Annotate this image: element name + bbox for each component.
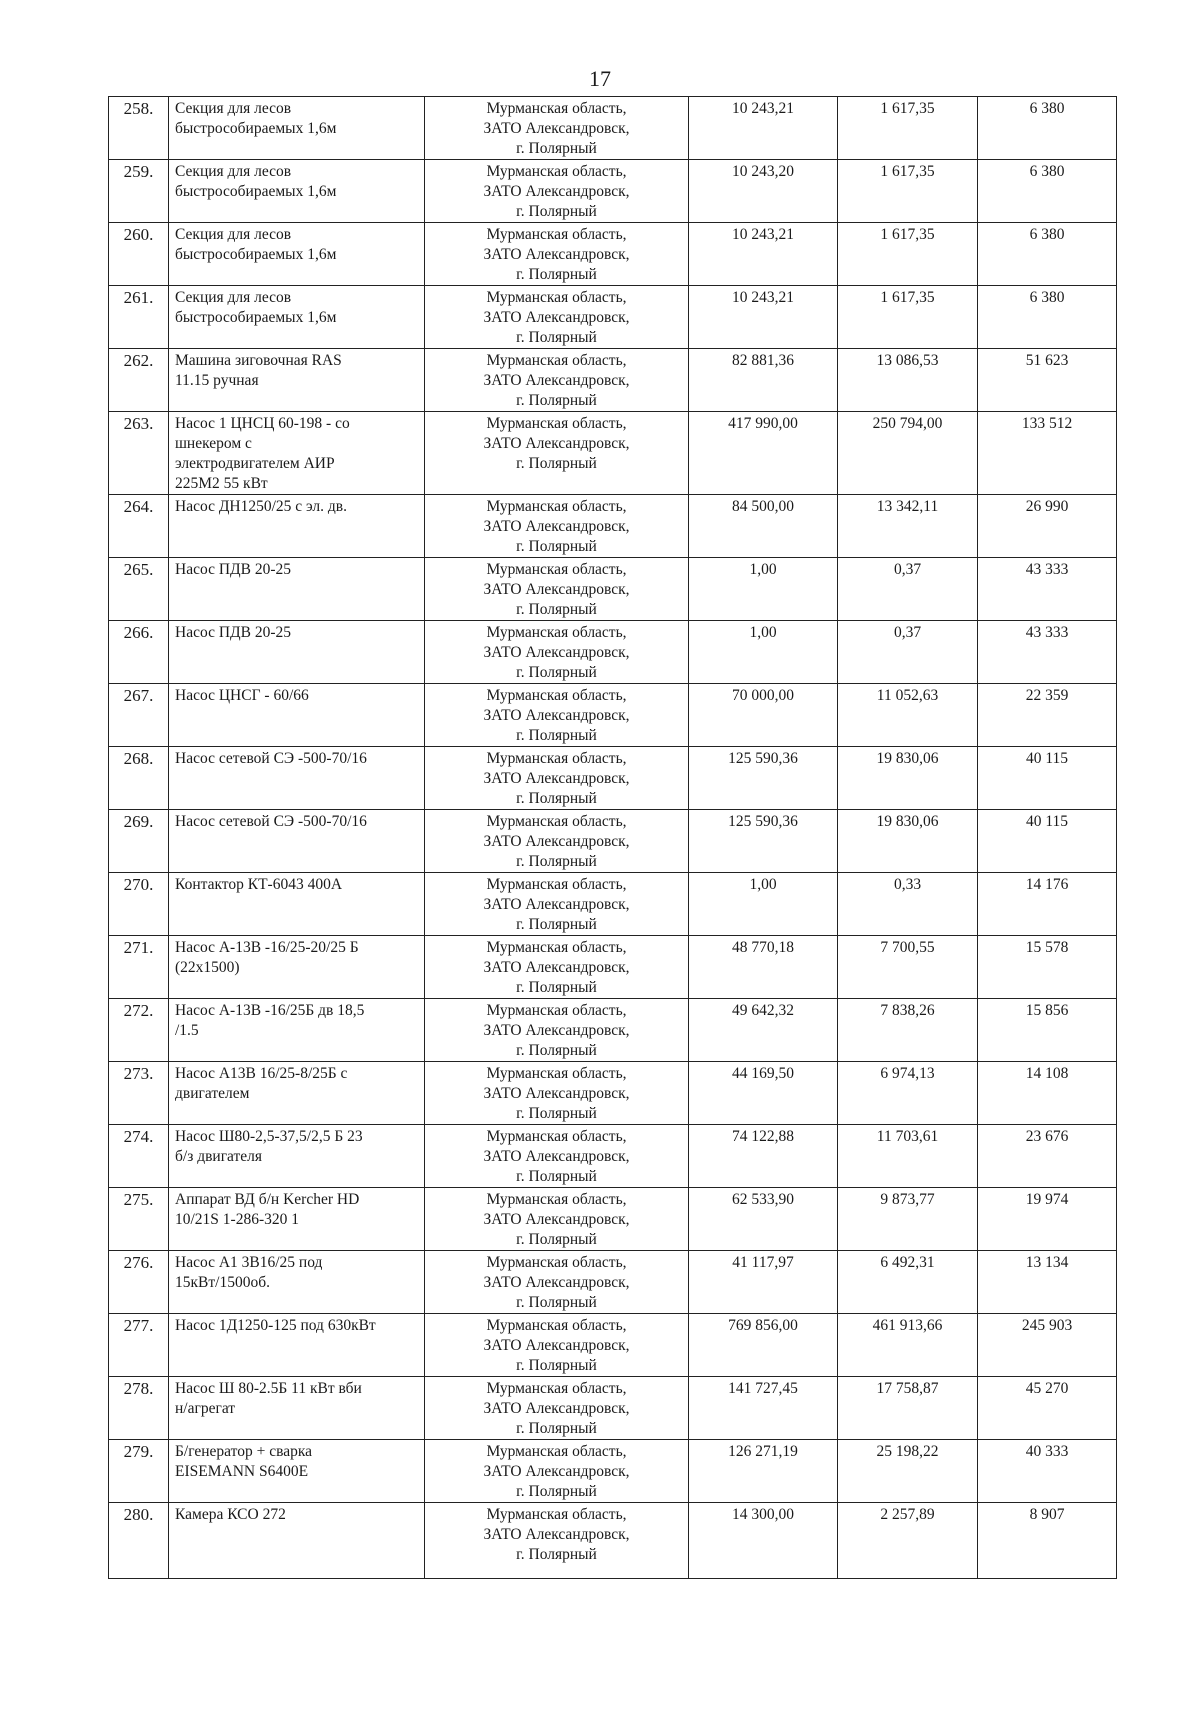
item-name-cell — [169, 412, 425, 495]
address-cell — [425, 412, 689, 495]
value-cell-1: 48 770,18 — [689, 936, 838, 999]
item-name: Секция для лесов быстрособираемых 1,6м — [175, 100, 337, 137]
address-line: ЗАТО Александровск, — [483, 770, 630, 787]
row-number-cell: 268. — [109, 747, 169, 810]
table-row — [109, 999, 1117, 1062]
address-cell — [425, 97, 689, 160]
address-line: Мурманская область, — [486, 561, 627, 578]
address-line: Мурманская область, — [486, 1380, 627, 1397]
value-cell-2: 1 617,35 — [838, 223, 978, 286]
value-cell-2: 0,37 — [838, 621, 978, 684]
item-name-cell — [169, 684, 425, 747]
value-cell-1: 141 727,45 — [689, 1377, 838, 1440]
item-name-cell — [169, 999, 425, 1062]
address-cell — [425, 999, 689, 1062]
item-name: Контактор КТ-6043 400А — [175, 876, 343, 893]
value-cell-3: 19 974 — [978, 1188, 1117, 1251]
address-cell — [425, 349, 689, 412]
value-cell-1: 74 122,88 — [689, 1125, 838, 1188]
row-number-cell: 261. — [109, 286, 169, 349]
value-cell-3: 13 134 — [978, 1251, 1117, 1314]
item-name: Секция для лесов быстрособираемых 1,6м — [175, 226, 337, 263]
address-line: Мурманская область, — [486, 163, 627, 180]
row-number-cell: 277. — [109, 1314, 169, 1377]
address-line: ЗАТО Александровск, — [483, 246, 630, 263]
value-cell-1: 82 881,36 — [689, 349, 838, 412]
row-number-cell: 258. — [109, 97, 169, 160]
address-line: г. Полярный — [516, 979, 597, 996]
table-row — [109, 412, 1117, 495]
address-line: Мурманская область, — [486, 624, 627, 641]
address-line: ЗАТО Александровск, — [483, 1085, 630, 1102]
table-row — [109, 621, 1117, 684]
address-line: Мурманская область, — [486, 1191, 627, 1208]
address-cell — [425, 747, 689, 810]
value-cell-1: 10 243,21 — [689, 97, 838, 160]
row-number-cell: 271. — [109, 936, 169, 999]
value-cell-2: 250 794,00 — [838, 412, 978, 495]
address-cell — [425, 223, 689, 286]
address-line: г. Полярный — [516, 853, 597, 870]
address-line: ЗАТО Александровск, — [483, 183, 630, 200]
table-row — [109, 97, 1117, 160]
address-cell — [425, 495, 689, 558]
value-cell-1: 10 243,21 — [689, 223, 838, 286]
address-line: Мурманская область, — [486, 1506, 627, 1523]
item-name-cell — [169, 1251, 425, 1314]
value-cell-2: 1 617,35 — [838, 160, 978, 223]
table-row — [109, 1314, 1117, 1377]
value-cell-2: 11 703,61 — [838, 1125, 978, 1188]
address-line: Мурманская область, — [486, 1002, 627, 1019]
row-number-cell: 263. — [109, 412, 169, 495]
address-cell — [425, 1251, 689, 1314]
value-cell-3: 8 907 — [978, 1503, 1117, 1579]
address-cell — [425, 558, 689, 621]
item-name-cell — [169, 1440, 425, 1503]
item-name: Насос ДН1250/25 с эл. дв. — [175, 498, 347, 515]
table-row — [109, 1188, 1117, 1251]
value-cell-3: 15 578 — [978, 936, 1117, 999]
address-line: ЗАТО Александровск, — [483, 833, 630, 850]
value-cell-2: 19 830,06 — [838, 747, 978, 810]
address-line: г. Полярный — [516, 916, 597, 933]
address-cell — [425, 1377, 689, 1440]
address-line: Мурманская область, — [486, 939, 627, 956]
item-name: Насос Ш80-2,5-37,5/2,5 Б 23 б/з двигателя — [175, 1128, 363, 1165]
value-cell-1: 1,00 — [689, 558, 838, 621]
value-cell-3: 15 856 — [978, 999, 1117, 1062]
row-number-cell: 270. — [109, 873, 169, 936]
address-cell — [425, 810, 689, 873]
value-cell-3: 40 333 — [978, 1440, 1117, 1503]
item-name: Насос ЦНСГ - 60/66 — [175, 687, 309, 704]
item-name-cell — [169, 223, 425, 286]
item-name-cell — [169, 873, 425, 936]
item-name-cell — [169, 936, 425, 999]
address-cell — [425, 1125, 689, 1188]
value-cell-1: 125 590,36 — [689, 747, 838, 810]
item-name-cell — [169, 1125, 425, 1188]
value-cell-3: 6 380 — [978, 223, 1117, 286]
address-line: г. Полярный — [516, 1294, 597, 1311]
item-name-cell — [169, 1062, 425, 1125]
value-cell-3: 133 512 — [978, 412, 1117, 495]
address-line: ЗАТО Александровск, — [483, 309, 630, 326]
value-cell-1: 10 243,21 — [689, 286, 838, 349]
row-number-cell: 280. — [109, 1503, 169, 1579]
address-line: Мурманская область, — [486, 100, 627, 117]
address-line: Мурманская область, — [486, 498, 627, 515]
address-line: г. Полярный — [516, 140, 597, 157]
row-number-cell: 274. — [109, 1125, 169, 1188]
row-number-cell: 267. — [109, 684, 169, 747]
value-cell-3: 26 990 — [978, 495, 1117, 558]
row-number-cell: 269. — [109, 810, 169, 873]
address-cell — [425, 873, 689, 936]
address-line: ЗАТО Александровск, — [483, 518, 630, 535]
table-row — [109, 1440, 1117, 1503]
item-name: Насос 1 ЦНСЦ 60-198 - со шнекером с электродвигателем АИР 225М2 55 кВт — [175, 415, 350, 492]
address-line: г. Полярный — [516, 790, 597, 807]
page-number: 17 — [589, 66, 611, 91]
address-cell — [425, 286, 689, 349]
address-line: г. Полярный — [516, 664, 597, 681]
value-cell-1: 126 271,19 — [689, 1440, 838, 1503]
value-cell-2: 0,33 — [838, 873, 978, 936]
table-row — [109, 873, 1117, 936]
value-cell-2: 25 198,22 — [838, 1440, 978, 1503]
item-name-cell — [169, 810, 425, 873]
value-cell-1: 417 990,00 — [689, 412, 838, 495]
item-name: Насос А13В 16/25-8/25Б с двигателем — [175, 1065, 348, 1102]
address-line: ЗАТО Александровск, — [483, 581, 630, 598]
value-cell-2: 6 492,31 — [838, 1251, 978, 1314]
item-name: Насос Ш 80-2.5Б 11 кВт вби н/агрегат — [175, 1380, 362, 1417]
item-name: Насос ПДВ 20-25 — [175, 561, 291, 578]
address-line: Мурманская область, — [486, 876, 627, 893]
row-number-cell: 273. — [109, 1062, 169, 1125]
value-cell-3: 14 176 — [978, 873, 1117, 936]
row-number-cell: 279. — [109, 1440, 169, 1503]
value-cell-3: 45 270 — [978, 1377, 1117, 1440]
value-cell-3: 245 903 — [978, 1314, 1117, 1377]
address-line: г. Полярный — [516, 1042, 597, 1059]
value-cell-1: 49 642,32 — [689, 999, 838, 1062]
table-row — [109, 286, 1117, 349]
value-cell-3: 43 333 — [978, 621, 1117, 684]
item-name-cell — [169, 1314, 425, 1377]
item-name: Насос сетевой СЭ -500-70/16 — [175, 813, 367, 830]
address-line: ЗАТО Александровск, — [483, 644, 630, 661]
address-line: ЗАТО Александровск, — [483, 120, 630, 137]
value-cell-3: 23 676 — [978, 1125, 1117, 1188]
item-name: Насос А-13В -16/25-20/25 Б (22х1500) — [175, 939, 359, 976]
table-row — [109, 495, 1117, 558]
address-cell — [425, 936, 689, 999]
value-cell-3: 43 333 — [978, 558, 1117, 621]
table-row — [109, 810, 1117, 873]
address-cell — [425, 1062, 689, 1125]
value-cell-2: 19 830,06 — [838, 810, 978, 873]
address-line: ЗАТО Александровск, — [483, 707, 630, 724]
item-name-cell — [169, 621, 425, 684]
item-name: Насос 1Д1250-125 под 630кВт — [175, 1317, 376, 1334]
value-cell-2: 461 913,66 — [838, 1314, 978, 1377]
address-line: г. Полярный — [516, 329, 597, 346]
address-line: г. Полярный — [516, 266, 597, 283]
value-cell-2: 11 052,63 — [838, 684, 978, 747]
address-line: Мурманская область, — [486, 352, 627, 369]
address-line: ЗАТО Александровск, — [483, 896, 630, 913]
value-cell-2: 17 758,87 — [838, 1377, 978, 1440]
address-line: Мурманская область, — [486, 415, 627, 432]
row-number-cell: 265. — [109, 558, 169, 621]
address-line: г. Полярный — [516, 538, 597, 555]
value-cell-2: 13 086,53 — [838, 349, 978, 412]
address-cell — [425, 1503, 689, 1579]
table-row — [109, 936, 1117, 999]
address-cell — [425, 1314, 689, 1377]
table-row — [109, 1503, 1117, 1579]
item-name: Б/генератор + сварка EISEMANN S6400E — [175, 1443, 313, 1480]
table-row — [109, 1125, 1117, 1188]
table-row — [109, 684, 1117, 747]
address-line: ЗАТО Александровск, — [483, 1526, 630, 1543]
item-name-cell — [169, 349, 425, 412]
value-cell-1: 44 169,50 — [689, 1062, 838, 1125]
row-number-cell: 276. — [109, 1251, 169, 1314]
value-cell-1: 84 500,00 — [689, 495, 838, 558]
address-line: г. Полярный — [516, 1483, 597, 1500]
value-cell-3: 6 380 — [978, 286, 1117, 349]
value-cell-2: 13 342,11 — [838, 495, 978, 558]
address-line: Мурманская область, — [486, 1254, 627, 1271]
item-name-cell — [169, 1377, 425, 1440]
address-cell — [425, 1440, 689, 1503]
value-cell-1: 41 117,97 — [689, 1251, 838, 1314]
address-cell — [425, 160, 689, 223]
table-row — [109, 747, 1117, 810]
value-cell-1: 62 533,90 — [689, 1188, 838, 1251]
table-row — [109, 349, 1117, 412]
row-number-cell: 266. — [109, 621, 169, 684]
address-line: г. Полярный — [516, 1357, 597, 1374]
address-line: ЗАТО Александровск, — [483, 1211, 630, 1228]
item-name-cell — [169, 1503, 425, 1579]
address-line: ЗАТО Александровск, — [483, 1022, 630, 1039]
value-cell-2: 6 974,13 — [838, 1062, 978, 1125]
item-name-cell — [169, 558, 425, 621]
address-line: ЗАТО Александровск, — [483, 1463, 630, 1480]
table-row — [109, 1062, 1117, 1125]
item-name: Аппарат ВД б/н Kercher HD 10/21S 1-286-320 1 — [175, 1191, 360, 1228]
item-name: Насос ПДВ 20-25 — [175, 624, 291, 641]
address-line: Мурманская область, — [486, 1065, 627, 1082]
item-name: Насос А-13В -16/25Б дв 18,5 /1.5 — [175, 1002, 365, 1039]
table-row — [109, 1251, 1117, 1314]
value-cell-2: 0,37 — [838, 558, 978, 621]
row-number-cell: 272. — [109, 999, 169, 1062]
address-line: г. Полярный — [516, 203, 597, 220]
address-line: ЗАТО Александровск, — [483, 435, 630, 452]
value-cell-1: 70 000,00 — [689, 684, 838, 747]
address-line: Мурманская область, — [486, 289, 627, 306]
item-name-cell — [169, 160, 425, 223]
item-name: Насос сетевой СЭ -500-70/16 — [175, 750, 367, 767]
address-cell — [425, 621, 689, 684]
row-number-cell: 262. — [109, 349, 169, 412]
item-name: Насос А1 3В16/25 под 15кВт/1500об. — [175, 1254, 323, 1291]
item-name: Камера КСО 272 — [175, 1506, 286, 1523]
value-cell-1: 1,00 — [689, 873, 838, 936]
address-cell — [425, 684, 689, 747]
table-row — [109, 223, 1117, 286]
value-cell-1: 1,00 — [689, 621, 838, 684]
value-cell-1: 14 300,00 — [689, 1503, 838, 1579]
address-line: ЗАТО Александровск, — [483, 959, 630, 976]
table-row — [109, 1377, 1117, 1440]
value-cell-3: 6 380 — [978, 160, 1117, 223]
address-line: ЗАТО Александровск, — [483, 1400, 630, 1417]
value-cell-1: 125 590,36 — [689, 810, 838, 873]
value-cell-2: 1 617,35 — [838, 97, 978, 160]
item-name: Машина зиговочная RAS 11.15 ручная — [175, 352, 342, 389]
item-name-cell — [169, 1188, 425, 1251]
item-name-cell — [169, 97, 425, 160]
address-line: г. Полярный — [516, 1231, 597, 1248]
address-line: г. Полярный — [516, 1420, 597, 1437]
address-line: ЗАТО Александровск, — [483, 1274, 630, 1291]
address-line: Мурманская область, — [486, 1128, 627, 1145]
address-line: ЗАТО Александровск, — [483, 1337, 630, 1354]
value-cell-2: 7 700,55 — [838, 936, 978, 999]
address-cell — [425, 1188, 689, 1251]
table-row — [109, 160, 1117, 223]
value-cell-2: 2 257,89 — [838, 1503, 978, 1579]
row-number-cell: 264. — [109, 495, 169, 558]
value-cell-3: 14 108 — [978, 1062, 1117, 1125]
row-number-cell: 259. — [109, 160, 169, 223]
assets-table — [108, 96, 1117, 1579]
address-line: г. Полярный — [516, 392, 597, 409]
table-body — [109, 97, 1117, 1579]
address-line: Мурманская область, — [486, 1443, 627, 1460]
address-line: г. Полярный — [516, 1168, 597, 1185]
address-line: г. Полярный — [516, 455, 597, 472]
address-line: Мурманская область, — [486, 1317, 627, 1334]
address-line: Мурманская область, — [486, 813, 627, 830]
value-cell-3: 6 380 — [978, 97, 1117, 160]
row-number-cell: 275. — [109, 1188, 169, 1251]
item-name-cell — [169, 747, 425, 810]
value-cell-2: 1 617,35 — [838, 286, 978, 349]
row-number-cell: 278. — [109, 1377, 169, 1440]
value-cell-3: 22 359 — [978, 684, 1117, 747]
value-cell-3: 51 623 — [978, 349, 1117, 412]
address-line: Мурманская область, — [486, 226, 627, 243]
value-cell-3: 40 115 — [978, 747, 1117, 810]
item-name-cell — [169, 286, 425, 349]
value-cell-3: 40 115 — [978, 810, 1117, 873]
address-line: г. Полярный — [516, 601, 597, 618]
item-name: Секция для лесов быстрособираемых 1,6м — [175, 163, 337, 200]
address-line: ЗАТО Александровск, — [483, 372, 630, 389]
address-line: Мурманская область, — [486, 687, 627, 704]
address-line: ЗАТО Александровск, — [483, 1148, 630, 1165]
table-row — [109, 558, 1117, 621]
value-cell-1: 10 243,20 — [689, 160, 838, 223]
item-name: Секция для лесов быстрособираемых 1,6м — [175, 289, 337, 326]
address-line: г. Полярный — [516, 1546, 597, 1563]
address-line: г. Полярный — [516, 1105, 597, 1122]
item-name-cell — [169, 495, 425, 558]
value-cell-2: 7 838,26 — [838, 999, 978, 1062]
row-number-cell: 260. — [109, 223, 169, 286]
value-cell-2: 9 873,77 — [838, 1188, 978, 1251]
value-cell-1: 769 856,00 — [689, 1314, 838, 1377]
address-line: Мурманская область, — [486, 750, 627, 767]
address-line: г. Полярный — [516, 727, 597, 744]
